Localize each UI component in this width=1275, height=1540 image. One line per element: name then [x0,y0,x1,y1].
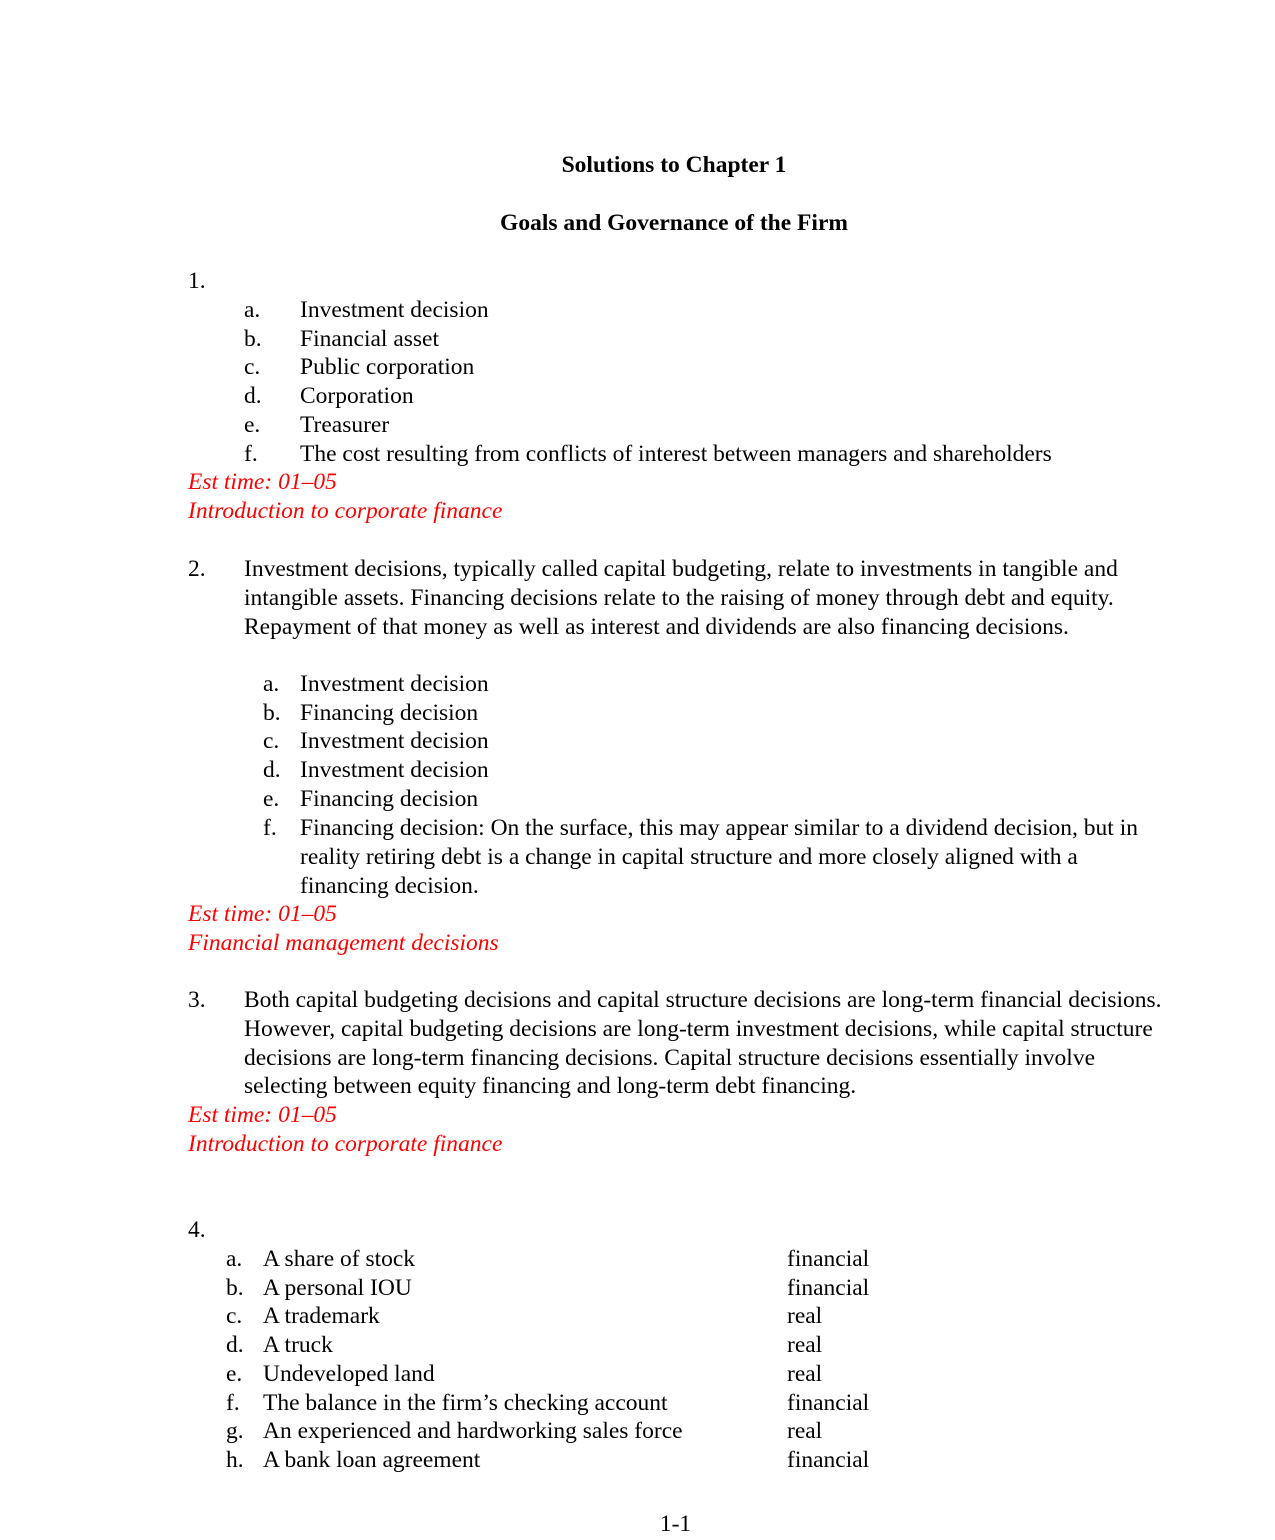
question-number: 3. [188,987,206,1013]
list-item-letter: d. [226,1332,244,1358]
list-item: A bank loan agreement [263,1447,481,1473]
question-number: 2. [188,556,206,582]
list-item-letter: e. [244,412,261,438]
list-item-letter: d. [244,383,262,409]
asset-classification: financial [787,1390,870,1416]
list-item-letter: h. [226,1447,244,1473]
page-number: 1-1 [659,1511,692,1537]
list-item: Treasurer [300,412,390,438]
list-item-letter: e. [226,1361,243,1387]
asset-classification: financial [787,1246,870,1272]
page-title: Solutions to Chapter 1 [561,152,787,178]
list-item-letter: f. [244,441,258,467]
topic-note: Introduction to corporate finance [188,498,503,524]
list-item-letter: c. [244,354,261,380]
list-item-letter: f. [226,1390,240,1416]
list-item-letter: a. [263,671,280,697]
asset-classification: real [787,1361,823,1387]
est-time-note: Est time: 01–05 [188,469,337,495]
topic-note: Financial management decisions [188,930,499,956]
list-item-letter: b. [263,700,281,726]
list-item: A personal IOU [263,1275,412,1301]
question-text: Investment decisions, typically called capital budgeting, relate to investments in tangible and intangible assets. Financing decisions relate to the raising of money through debt and equity. Repayment of that money as well as interest and dividends are also financing decisions. [244,556,1118,640]
list-item-letter: a. [226,1246,243,1272]
est-time-note: Est time: 01–05 [188,1102,337,1128]
list-item: Financing decision: On the surface, this may appear similar to a dividend decision, but in reality retiring debt is a change in capital structure and more closely aligned with a financing decision. [300,815,1138,899]
list-item-letter: b. [226,1275,244,1301]
asset-classification: financial [787,1447,870,1473]
list-item: A truck [263,1332,333,1358]
list-item: Financing decision [300,700,479,726]
list-item: Undeveloped land [263,1361,435,1387]
list-item: The balance in the firm’s checking account [263,1390,668,1416]
list-item-letter: e. [263,786,280,812]
asset-classification: real [787,1303,823,1329]
list-item-letter: c. [226,1303,243,1329]
list-item: An experienced and hardworking sales force [263,1418,683,1444]
list-item: Financial asset [300,326,440,352]
list-item: A trademark [263,1303,380,1329]
list-item-letter: b. [244,326,262,352]
list-item: Investment decision [300,757,489,783]
question-number: 1. [188,268,206,294]
list-item-letter: f. [263,815,277,841]
list-item-letter: c. [263,728,280,754]
question-number: 4. [188,1217,206,1243]
list-item: Investment decision [300,297,489,323]
question-text: Both capital budgeting decisions and capital structure decisions are long-term financial decisions. However, capital budgeting decisions are long-term investment decisions, while capital structure decisions are long-term financing decisions. Capital structure decisions essentially involve selecting between equity financing and long-term debt financing. [244,987,1162,1100]
list-item-letter: a. [244,297,261,323]
asset-classification: financial [787,1275,870,1301]
asset-classification: real [787,1332,823,1358]
list-item: Investment decision [300,671,489,697]
list-item: A share of stock [263,1246,416,1272]
list-item: Investment decision [300,728,489,754]
page-subtitle: Goals and Governance of the Firm [500,210,848,236]
list-item: The cost resulting from conflicts of interest between managers and shareholders [300,441,1052,467]
list-item-letter: g. [226,1418,244,1444]
topic-note: Introduction to corporate finance [188,1131,503,1157]
list-item: Corporation [300,383,414,409]
list-item-letter: d. [263,757,281,783]
asset-classification: real [787,1418,823,1444]
list-item: Public corporation [300,354,475,380]
list-item: Financing decision [300,786,479,812]
est-time-note: Est time: 01–05 [188,901,337,927]
